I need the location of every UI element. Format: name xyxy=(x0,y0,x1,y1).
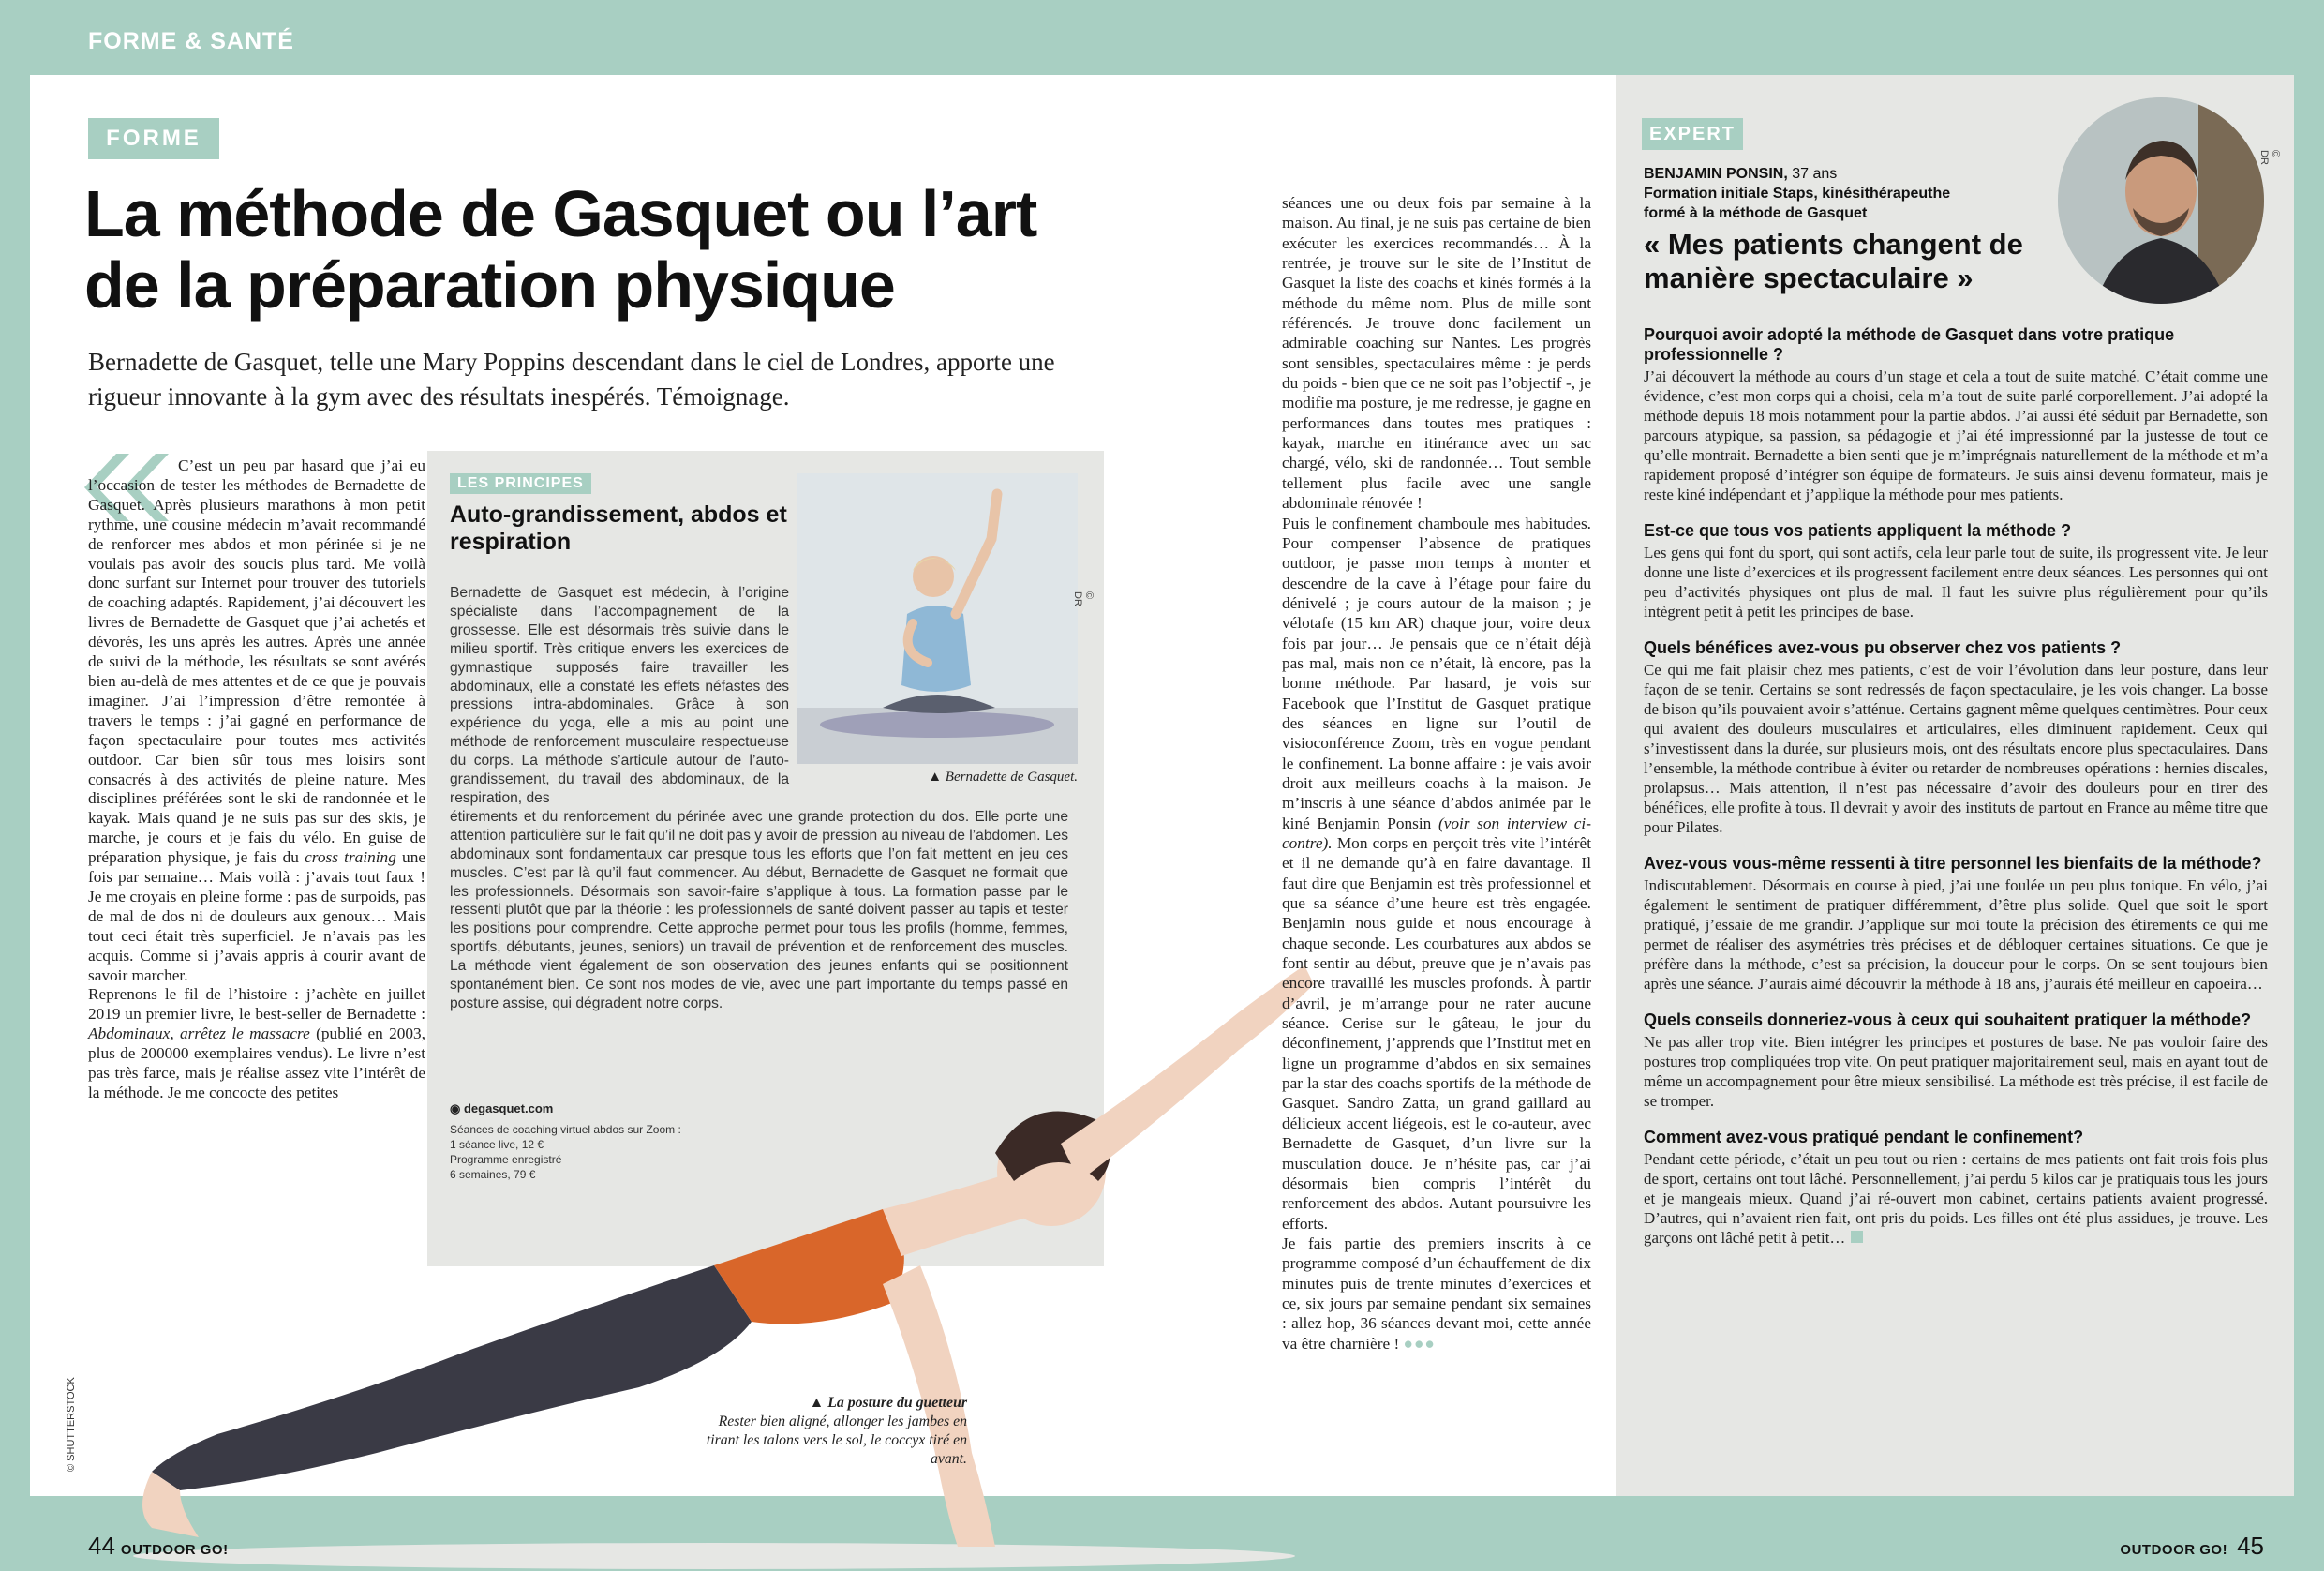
posture-illustration xyxy=(114,909,1342,1571)
folio-left xyxy=(88,1532,229,1561)
question-3: Quels bénéfices avez-vous pu observer chez vos patients ? xyxy=(1644,638,2122,657)
answer-6-text: Pendant cette période, c’était un peu tout ou rien : certains de mes patients ont fait trois fois plus de sport, certains ont tout lâché. Personnellement, j’ai perdu 5 kilos car je pratiquais tous les jours et je mangeais mieux. Quand j’ai ré-ouvert mon cabinet, certains patients avaient progressé. D’autres, qui n’avaient rien fait, ont pris du poids. Les filles ont été plus assidues, je trouve. Les garçons ont lâché petit à petit… xyxy=(1644,1150,2268,1247)
box-text-wide: étirements et du renforcement du périnée avec une grande protection du dos. Elle porte une attention particulière sur le fait qu’il ne doit pas y avoir de pression au niveau de l’abdomen. Les abdominaux sont fondamentaux car presque tous les efforts que l’on fait mettent en jeu ces muscles. C’est par là qu’il faut commencer. Au début, Bernadette de Gasquet ne formait que les professionnels. Désormais son savoir-faire s’applique à tous. La formation passe par le ressenti plutôt que par la théorie : les professionnels de santé doivent passer au tapis et tester les positions pour comprendre. Cette approche permet pour tous les profils (homme, femmes, sportifs, débutants, jeunes, seniors) un travail de prévention et de renforcement des muscles. La méthode vient également de son observation des jeunes enfants qui se positionnent spontanément bien. Ce sont nos modes de vie, avec une part importante du temps passé en posture assise, qui dégradent notre corps. xyxy=(450,808,1068,1011)
page-number-right: 45 xyxy=(2237,1532,2264,1560)
col3-paragraph-2-end: Mon corps en perçoit très vite l’intérêt et il ne demande qu’à en faire davantage. Il faut dire que Benjamin est très professionnel et que sa séance d’une heure est très engagée. Benjamin nous guide et nous encourage à chaque seconde. Les courbatures aux abdos se font sentir au début, preuve que je n’avais pas encore travaillé les muscles profonds. À partir d’avril, je m’arrange pour ne rater aucune séance. Cerise sur le gâteau, le jour du déconfinement, j’apprends que l’Institut met en ligne un programme d’abdos en six semaines par la star des coachs sportifs de la méthode de Gasquet. Sandro Zatta, un grand gaillard au délicieux accent liégeois, est le co-auteur, avec Bernadette de Gasquet, d’un livre sur la musculation douce. Je n’hésite pas, car j’ai désormais bien compris l’intérêt du renforcement des abdos. Autant poursuivre les efforts. xyxy=(1282,834,1591,1233)
folio-right xyxy=(2120,1532,2264,1561)
title-line-1: La méthode de Gasquet ou l’art xyxy=(84,177,1037,250)
interview xyxy=(1644,325,2268,1264)
magazine-name-left: OUTDOOR GO! xyxy=(120,1542,229,1558)
col3-paragraph-2: Puis le confinement chamboule mes habitudes. Pour compenser l’absence de pratiques outdoor, je passe mon temps à monter et descendre de la cave à l’étage pour faire du dénivelé ; je cours autour de la maison ; je vélotafe (15 km AR) chaque jour, voire deux fois par jour… Je pensais que ce n’était déjà pas mal, mais non ce n’était, là encore, pas la bonne méthode. Par hasard, je vois sur Facebook que l’Institut de Gasquet pratique des séances en ligne sur l’outil de visioconférence Zoom, très en vogue pendant le confinement. La bonne affaire : je vais avoir droit aux meilleurs coachs à la maison. Je m’inscris à une séance d’abdos animée par le kiné Benjamin Ponsin xyxy=(1282,514,1591,832)
left-page xyxy=(30,75,1616,1560)
col3-paragraph-3: Je fais partie des premiers inscrits à ce programme composé d’un échauffement de dix minutes puis de trente minutes d’exercices et ce, six jours par semaine pendant six semaines : allez hop, 36 séances devant moi, cette année va être charnière ! xyxy=(1282,1234,1591,1353)
header-band xyxy=(0,0,2324,73)
col1-paragraph-2-end: (publié en 2003, plus de 200000 exemplaires vendus). Le livre n’est pas très farce, mais je réalise assez vite l’intérêt de la méthode. Je me concocte des petites xyxy=(88,1025,425,1101)
answer-2: Les gens qui font du sport, qui sont actifs, cela leur parle tout de suite, ils progressent vite. Je leur donne une liste d’exercices et ils progressent facilement entre deux séances. Les personnes qui ont peu d’activités physiques ont plus de mal. Il faut les suivre plus régulièrement pour qu’ils intègrent petit à petit les principes de base. xyxy=(1644,544,2268,621)
answer-4: Indiscutablement. Désormais en course à pied, j’ai une foulée un peu plus tonique. En vélo, j’ai également le sentiment de pratiquer différemment, d’être plus solide. Quel que soit le sport pratiqué, j’essaie de me grandir. J’applique sur moi toute la précision des étirements ce qui me permet de réaliser des asymétries très précises et de débloquer certaines situations. Ce que je préfère dans la méthode, c’est sa précision, la douceur pour le corps. On se sent toujours bien après une séance. J’aurais aimé découvrir la méthode à 18 ans, j’aurais été meilleur en capoeira… xyxy=(1644,876,2268,993)
col1-paragraph-2: Reprenons le fil de l’histoire : j’achète en juillet 2019 un premier livre, le best-seller de Bernadette : xyxy=(88,985,425,1024)
question-1: Pourquoi avoir adopté la méthode de Gasquet dans votre pratique professionnelle ? xyxy=(1644,325,2175,364)
shutterstock-credit: © SHUTTERSTOCK xyxy=(66,1377,77,1472)
expert-quote: « Mes patients changent de manière spectaculaire » xyxy=(1644,228,2023,294)
answer-6 xyxy=(1644,1149,2268,1248)
posture-caption xyxy=(686,1394,967,1469)
question-2: Est-ce que tous vos patients appliquent la méthode ? xyxy=(1644,521,2072,540)
expert-tag: EXPERT xyxy=(1642,118,1743,150)
coaching-note: Séances de coaching virtuel abdos sur Zoom : 1 séance live, 12 € Programme enregistré 6 semaines, 79 € xyxy=(450,1123,681,1181)
expert-role-1: Formation initiale Staps, kinésithérapeuthe xyxy=(1644,186,1951,202)
portrait-credit: © DR xyxy=(2258,150,2281,165)
col1-paragraph-1: C’est un peu par hasard que j’ai eu l’occasion de tester les méthodes de Bernadette de Gasquet. Après plusieurs marathons à mon petit rythme, une cousine médecin m’avait recommandé de renforcer mes abdos et mon périnée si je ne voulais pas avoir des soucis plus tard. Me voilà donc surfant sur Internet pour trouver des tutoriels de coaching adaptés. Rapidement, j’ai découvert les livres de Bernadette de Gasquet que j’ai achetés et dévorés, les uns après les autres. Après une année de suivi de la méthode, les résultats se sont avérés bien au-delà de mes attentes et de ce que je pouvais imaginer. J’ai l’impression d’être remontée à travers le temps : j’ai gagné en performance de façon spectaculaire pour toutes mes activités outdoor. Car bien sûr tous mes loisirs sont consacrés à des activités de pleine nature. Mes disciplines préférées sont le ski de randonnée et le kayak. Mais quand je ne suis pas sur des skis, je marche, je cours et je fais du vélo. En guise de préparation physique, je fais du xyxy=(88,456,425,867)
magazine-name-right: OUTDOOR GO! xyxy=(2120,1542,2228,1558)
page-number-left: 44 xyxy=(88,1532,115,1560)
photo-credit: © DR xyxy=(1072,591,1095,606)
expert-name xyxy=(1644,164,2075,223)
answer-3: Ce qui me fait plaisir chez mes patients, c’est de voir l’évolution dans leur posture, dans leur façon de se tenir. Certains se sont redressés de façon spectaculaire, je les vois changer. La bosse de bison qu’ils pouvaient avoir s’atténue. Certains gagnent même quelques centimètres. Pour ceux qui avaient des douleurs musculaires et articulaires, elles diminuent rapidement. Ceux qui s’investissent dans la durée, sur plusieurs mois, ont des résultats encore plus spectaculaires. Dans l’ensemble, la méthode contribue à éviter ou retarder de nombreuses opérations : hernies discales, prolapsus… Mais attention, il n’est pas nécessaire d’avoir des douleurs pour en tirer des bénéfices, elle profite à tous. Il devrait y avoir des instituts de partout en France au même titre que pour Pilates. xyxy=(1644,661,2268,836)
col3-italic: (voir son interview ci-contre). xyxy=(1282,814,1591,852)
posture-caption-text: Rester bien aligné, allonger les jambes en tirant les talons vers le sol, le coccyx tiré en avant. xyxy=(706,1414,967,1467)
expert-age: 37 ans xyxy=(1792,166,1838,182)
category-tag: FORME xyxy=(88,118,219,159)
expert-name-bold: BENJAMIN PONSIN, xyxy=(1644,166,1788,182)
posture-caption-title: ▲ La posture du guetteur xyxy=(809,1395,967,1411)
box-title: Auto-grandissement, abdos et respiration xyxy=(450,501,787,555)
website-text: degasquet.com xyxy=(463,1101,554,1115)
question-4: Avez-vous vous-même ressenti à titre personnel les bienfaits de la méthode? xyxy=(1644,854,2262,873)
box-tag: LES PRINCIPES xyxy=(450,473,591,494)
title-line-2: de la préparation physique xyxy=(84,248,895,322)
column-3 xyxy=(1282,193,1591,1354)
end-dots: ●●● xyxy=(1403,1334,1436,1353)
photo-caption: ▲ Bernadette de Gasquet. xyxy=(928,770,1078,785)
section-label: FORME & SANTÉ xyxy=(88,28,294,54)
col1-italic-1: cross training xyxy=(305,848,396,867)
web-icon: ◉ xyxy=(450,1101,461,1115)
expert-portrait xyxy=(2058,97,2264,304)
question-6: Comment avez-vous pratiqué pendant le confinement? xyxy=(1644,1128,2084,1146)
col1-italic-2: Abdominaux, arrêtez le massacre xyxy=(88,1025,310,1043)
end-square-icon xyxy=(1851,1231,1863,1243)
right-page xyxy=(1616,75,2294,1560)
portrait-illustration xyxy=(2058,97,2264,304)
answer-1: J’ai découvert la méthode au cours d’un stage et cela a tout de suite matché. C’était comme une évidence, c’est mon corps qui a choisi, cela m’a tout de suite parlé corporellement. J’ai adopté la méthode depuis 18 mois notamment pour la partie abdos. J’ai aussi été séduit par Bernadette, son parcours atypique, sa passion, sa pédagogie et j’ai été impressionné par la justesse de tout ce qu’elle montrait. Bernadette a bien senti que je m’imprégnais naturellement de la méthode et m’a rapidement proposé d’intégrer son équipe de formateurs. Je suis ainsi devenu formateur, mais je reste kiné indépendant et j’applique la méthode pour mes patients. xyxy=(1644,367,2268,503)
expert-role-2: formé à la méthode de Gasquet xyxy=(1644,205,1868,221)
answer-5: Ne pas aller trop vite. Bien intégrer les principes et postures de base. Ne pas vouloir faire des postures trop compliquées trop vite. On peut pratiquer majoritairement seul, mais en ayant tout de même un accompagnement pour être mieux sensibilisé. La méthode est très précise, il est facile de se tromper. xyxy=(1644,1033,2268,1110)
col3-paragraph-1: séances une ou deux fois par semaine à la maison. Au final, je ne suis pas certaine de bien exécuter les exercices recommandés… À la rentrée, je trouve sur le site de l’Institut de Gasquet la liste des coachs et kinés formés à la méthode du même nom. Plus de mille sont référencés. Je trouve donc facilement un admirable coaching sur Nantes. Les progrès sont sensibles, spectaculaires même : je perds du poids - bien que ce ne soit pas l’objectif -, je modifie ma posture, je me redresse, je gagne en performances dans toutes mes pratiques : kayak, marche en itinérance avec un sac chargé, vélo, ski de randonnée… Tout semble tellement plus facile avec une sangle abdominale rénovée ! xyxy=(1282,194,1591,513)
question-5: Quels conseils donneriez-vous à ceux qui souhaitent pratiquer la méthode? xyxy=(1644,1010,2252,1029)
col1-paragraph-1-end: une fois par semaine… Mais voilà : j’avais tout faux ! Je me croyais en pleine forme : pas de surpoids, pas de mal de dos ni de douleurs aux genoux… Mais tout ceci était très superficiel. Je n’avais pas les acquis. Comme si j’avais appris à courir avant de savoir marcher. xyxy=(88,848,425,984)
box-text-narrow: Bernadette de Gasquet est médecin, à l’origine spécialiste dans l’accompagnement de la grossesse. Elle est désormais très suivie dans le milieu sportif. Très critique envers les exercices de gymnastique supposés faire travailler les abdominaux, elle a constaté les effets néfastes des pressions intra-abdominales. Grâce à son expérience du yoga, elle a mis au point une méthode de renforcement musculaire respectueuse du corps. La méthode s’articule autour de l’auto-grandissement, du travail des abdominaux, de la respiration, des xyxy=(450,585,789,806)
article-title xyxy=(84,178,1115,321)
article-lead: Bernadette de Gasquet, telle une Mary Poppins descendant dans le ciel de Londres, apporte une rigueur innovante à la gym avec des résultats inespérés. Témoignage. xyxy=(88,348,1055,411)
